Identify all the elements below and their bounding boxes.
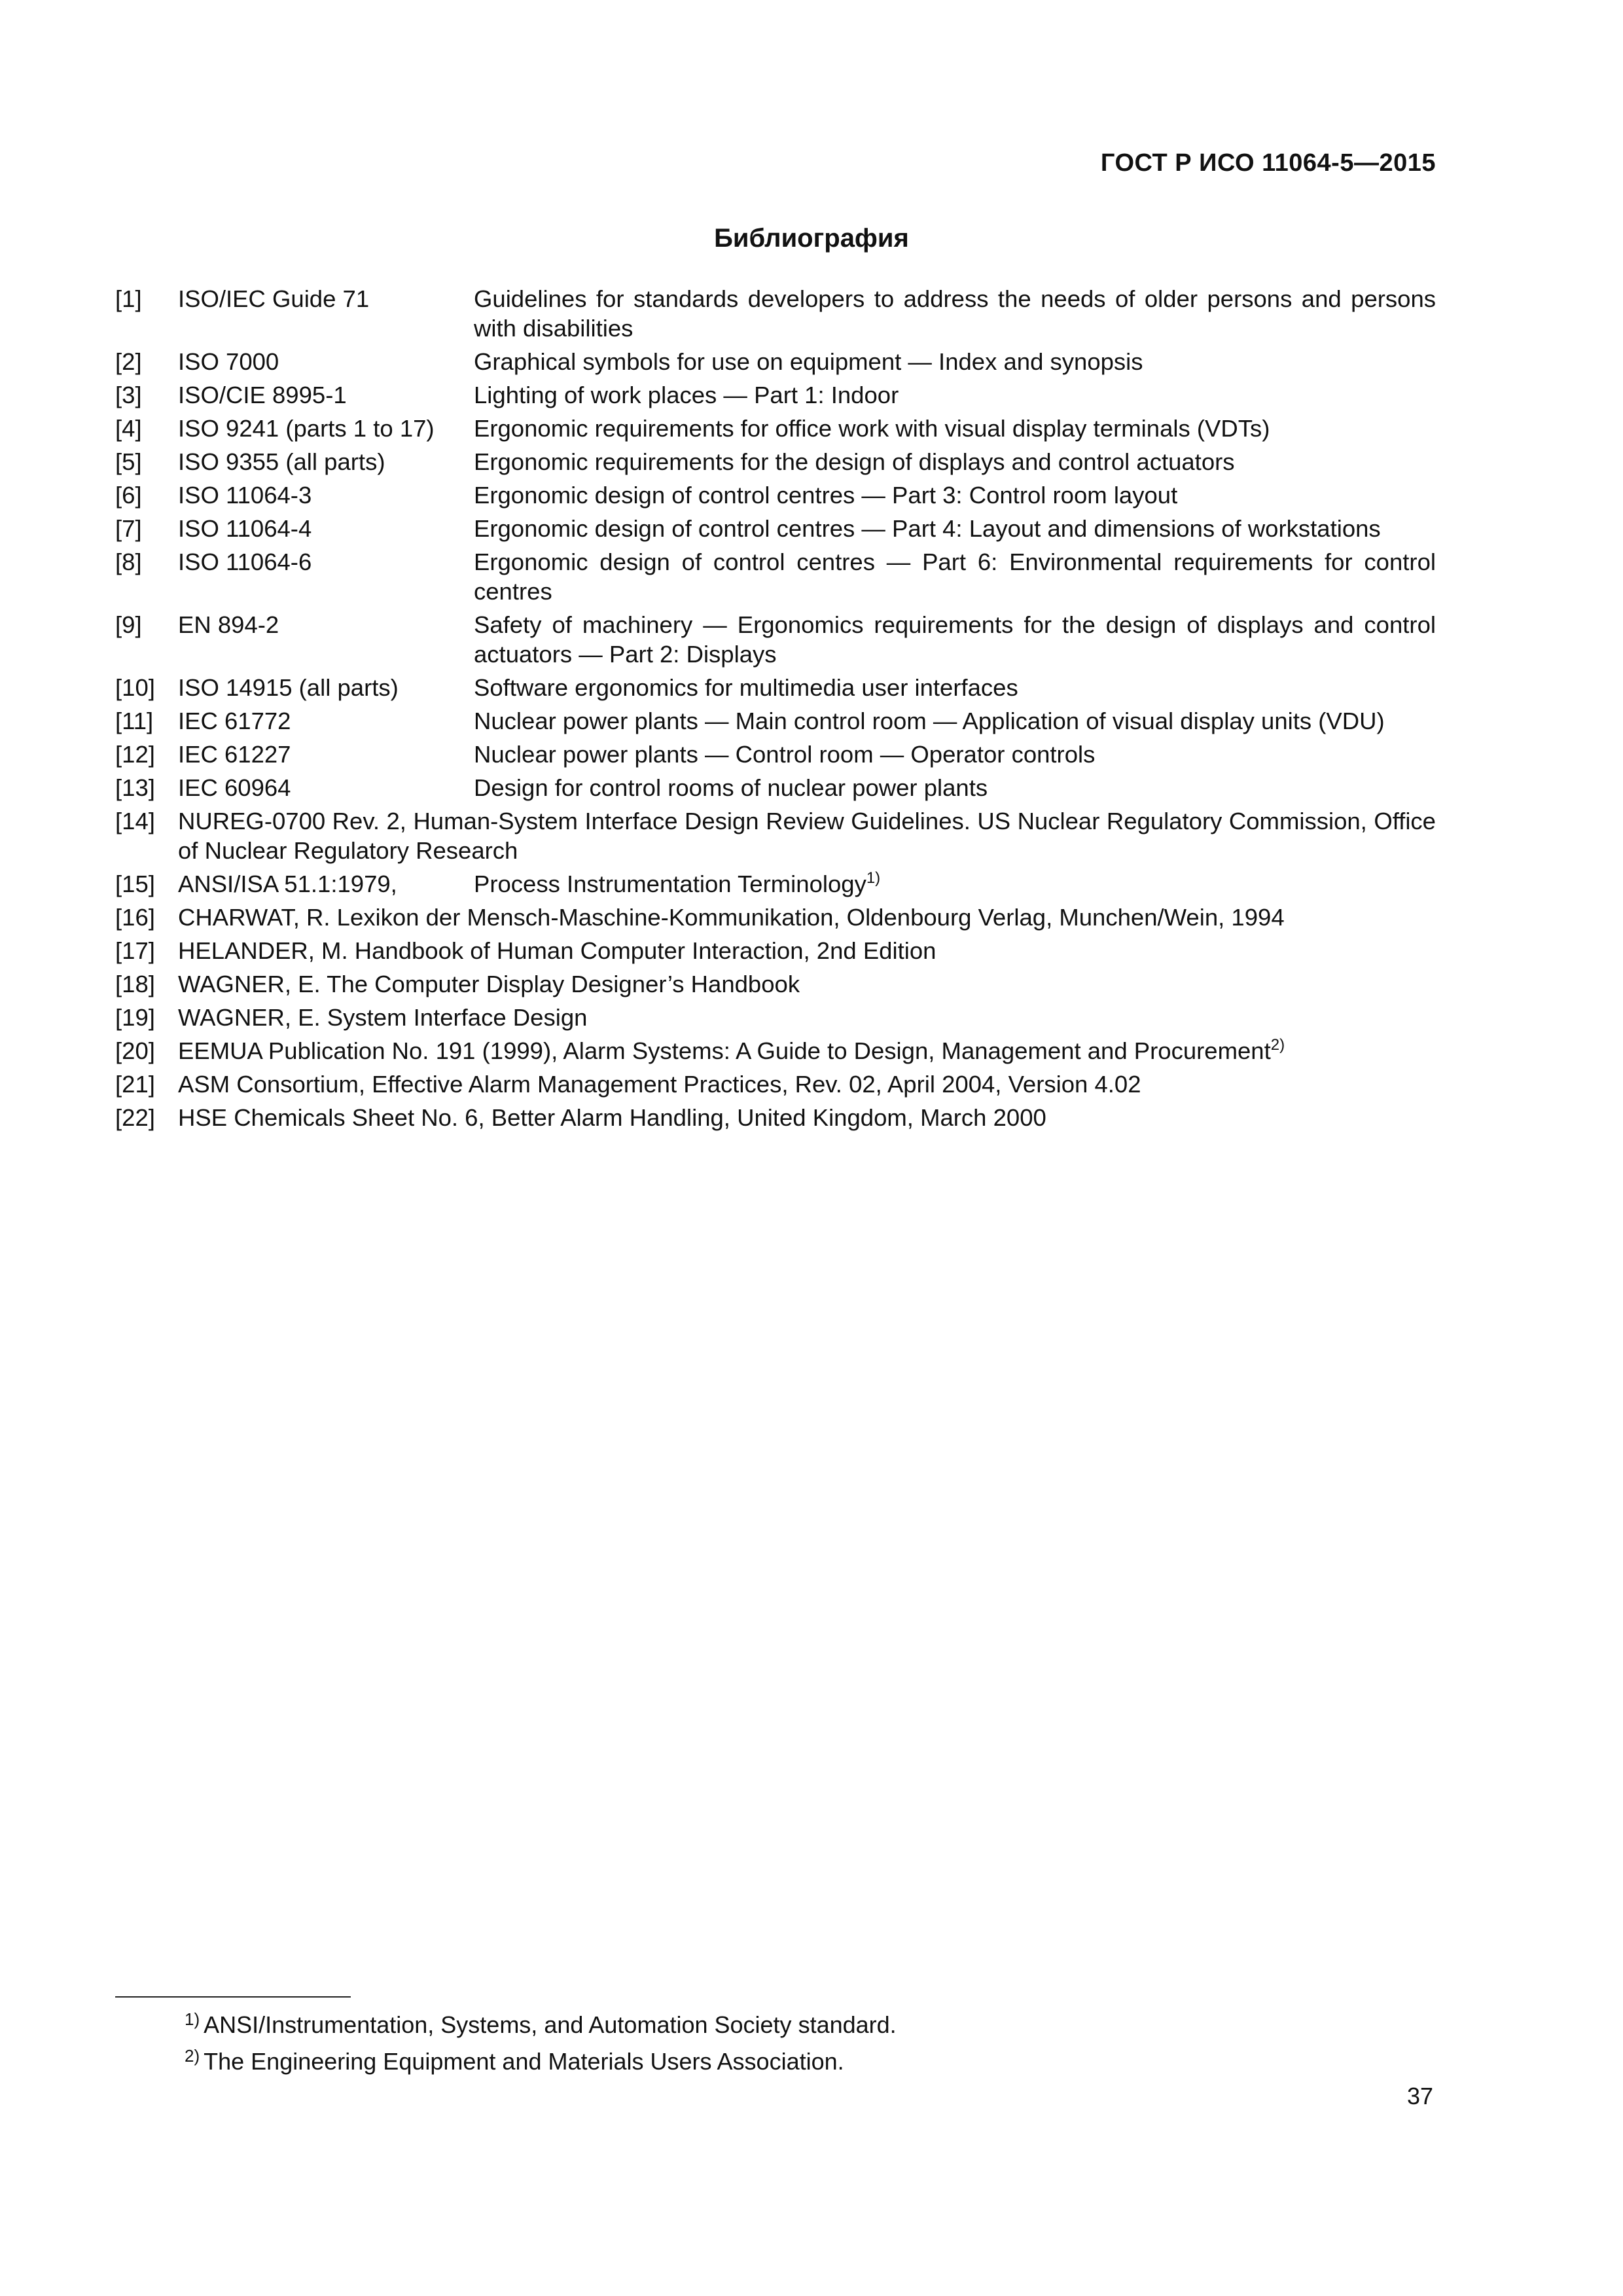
bib-number: [2] bbox=[115, 348, 142, 375]
bib-entry bbox=[115, 1036, 1436, 1066]
footnote-mark: 1) bbox=[185, 2009, 200, 2029]
bib-number: [6] bbox=[115, 482, 142, 509]
bib-full-reference: WAGNER, E. The Computer Display Designer’s Handbook bbox=[178, 971, 800, 997]
bib-code: ISO 11064-4 bbox=[178, 515, 312, 542]
bib-number: [14] bbox=[115, 808, 155, 834]
bib-entry bbox=[115, 673, 1436, 702]
bib-title-with-footnote bbox=[474, 869, 1436, 899]
footnote-text: ANSI/Instrumentation, Systems, and Automation Society standard. bbox=[204, 2011, 897, 2038]
bib-code: ISO 9241 (parts 1 to 17) bbox=[178, 415, 435, 442]
bib-full-reference: CHARWAT, R. Lexikon der Mensch-Maschine-Kommunikation, Oldenbourg Verlag, Munchen/Wein, 1994 bbox=[178, 904, 1285, 931]
bib-full-reference: NUREG-0700 Rev. 2, Human-System Interface Design Review Guidelines. US Nuclear Regulatory Commission, Office of Nuclear Regulatory Research bbox=[178, 808, 1436, 864]
bib-entry bbox=[115, 480, 1436, 510]
bib-number: [18] bbox=[115, 971, 155, 997]
bib-number: [12] bbox=[115, 741, 155, 768]
bib-number: [3] bbox=[115, 382, 142, 408]
bib-entry bbox=[115, 547, 1436, 606]
bib-code: ISO 9355 (all parts) bbox=[178, 448, 385, 475]
bibliography-list bbox=[115, 284, 1436, 1136]
bib-code: ANSI/ISA 51.1:1979, bbox=[178, 870, 397, 897]
bib-title: Software ergonomics for multimedia user interfaces bbox=[474, 674, 1018, 701]
bib-number: [22] bbox=[115, 1104, 155, 1131]
bib-number: [21] bbox=[115, 1071, 155, 1098]
bib-title: Ergonomic design of control centres — Part 4: Layout and dimensions of workstations bbox=[474, 515, 1381, 542]
bib-code: ISO 11064-6 bbox=[178, 548, 312, 575]
bib-code: ISO 7000 bbox=[178, 348, 279, 375]
bib-title: Nuclear power plants — Control room — Operator controls bbox=[474, 741, 1096, 768]
bib-title: Lighting of work places — Part 1: Indoor bbox=[474, 382, 899, 408]
bib-code: IEC 61227 bbox=[178, 741, 291, 768]
bib-entry bbox=[115, 1103, 1436, 1132]
bib-number: [4] bbox=[115, 415, 142, 442]
bib-code: ISO/IEC Guide 71 bbox=[178, 285, 370, 312]
bib-number: [1] bbox=[115, 285, 142, 312]
bib-entry bbox=[115, 514, 1436, 543]
bib-full-reference: HELANDER, M. Handbook of Human Computer Interaction, 2nd Edition bbox=[178, 937, 936, 964]
bib-full-reference: ASM Consortium, Effective Alarm Management Practices, Rev. 02, April 2004, Version 4.02 bbox=[178, 1071, 1141, 1098]
bib-full-reference-with-footnote bbox=[178, 1036, 1436, 1066]
bib-number: [13] bbox=[115, 774, 155, 801]
bib-number: [16] bbox=[115, 904, 155, 931]
bib-title: Graphical symbols for use on equipment — Index and synopsis bbox=[474, 348, 1143, 375]
bib-title: Ergonomic requirements for the design of displays and control actuators bbox=[474, 448, 1235, 475]
bib-code: ISO 11064-3 bbox=[178, 482, 312, 509]
bib-entry bbox=[115, 1069, 1436, 1099]
bib-entry bbox=[115, 380, 1436, 410]
bib-number: [20] bbox=[115, 1037, 155, 1064]
bib-title: Process Instrumentation Terminology bbox=[474, 870, 866, 897]
footnote-text: The Engineering Equipment and Materials Users Association. bbox=[204, 2048, 844, 2075]
bib-entry bbox=[115, 806, 1436, 865]
bib-number: [17] bbox=[115, 937, 155, 964]
bib-number: [10] bbox=[115, 674, 155, 701]
footnote-divider bbox=[115, 1996, 351, 1998]
bib-title: Guidelines for standards developers to address the needs of older persons and persons with disabilities bbox=[474, 285, 1436, 342]
footnote bbox=[185, 2007, 897, 2043]
bib-entry bbox=[115, 414, 1436, 443]
bib-title: Ergonomic design of control centres — Part 3: Control room layout bbox=[474, 482, 1178, 509]
bib-full-reference: WAGNER, E. System Interface Design bbox=[178, 1004, 588, 1031]
bib-full-reference: EEMUA Publication No. 191 (1999), Alarm Systems: A Guide to Design, Management and Procurement bbox=[178, 1037, 1271, 1064]
bib-number: [8] bbox=[115, 548, 142, 575]
section-title: Библиография bbox=[714, 224, 909, 253]
bib-entry bbox=[115, 740, 1436, 769]
bib-number: [11] bbox=[115, 708, 154, 734]
bib-number: [9] bbox=[115, 611, 142, 638]
bib-number: [19] bbox=[115, 1004, 155, 1031]
page-number: 37 bbox=[1406, 2083, 1433, 2109]
bib-title: Ergonomic design of control centres — Part 6: Environmental requirements for control centres bbox=[474, 548, 1436, 605]
bib-code: IEC 60964 bbox=[178, 774, 291, 801]
footnote bbox=[185, 2043, 897, 2080]
bib-code: EN 894-2 bbox=[178, 611, 279, 638]
bib-entry bbox=[115, 969, 1436, 999]
bib-code: ISO 14915 (all parts) bbox=[178, 674, 399, 701]
footnote-reference: 2) bbox=[1270, 1036, 1285, 1054]
bib-entry bbox=[115, 706, 1436, 736]
bib-entry bbox=[115, 869, 1436, 899]
bib-entry bbox=[115, 610, 1436, 669]
bib-number: [7] bbox=[115, 515, 142, 542]
bib-number: [15] bbox=[115, 870, 155, 897]
page-header-standard-id: ГОСТ Р ИСО 11064-5—2015 bbox=[1100, 149, 1436, 177]
bib-entry bbox=[115, 903, 1436, 932]
bib-title: Ergonomic requirements for office work with visual display terminals (VDTs) bbox=[474, 415, 1270, 442]
bib-full-reference: HSE Chemicals Sheet No. 6, Better Alarm Handling, United Kingdom, March 2000 bbox=[178, 1104, 1046, 1131]
bib-code: IEC 61772 bbox=[178, 708, 291, 734]
bib-title: Nuclear power plants — Main control room — Application of visual display units (VDU) bbox=[474, 708, 1385, 734]
bib-title: Design for control rooms of nuclear power plants bbox=[474, 774, 988, 801]
bib-entry bbox=[115, 1003, 1436, 1032]
bib-entry bbox=[115, 936, 1436, 965]
bib-entry bbox=[115, 773, 1436, 802]
bib-number: [5] bbox=[115, 448, 142, 475]
bib-entry bbox=[115, 447, 1436, 476]
bib-entry bbox=[115, 347, 1436, 376]
bib-title: Safety of machinery — Ergonomics requirements for the design of displays and control actuators — Part 2: Displays bbox=[474, 611, 1436, 668]
footnote-mark: 2) bbox=[185, 2046, 200, 2066]
bib-code: ISO/CIE 8995-1 bbox=[178, 382, 347, 408]
footnotes bbox=[185, 2007, 897, 2080]
footnote-reference: 1) bbox=[866, 869, 881, 887]
bib-entry bbox=[115, 284, 1436, 343]
